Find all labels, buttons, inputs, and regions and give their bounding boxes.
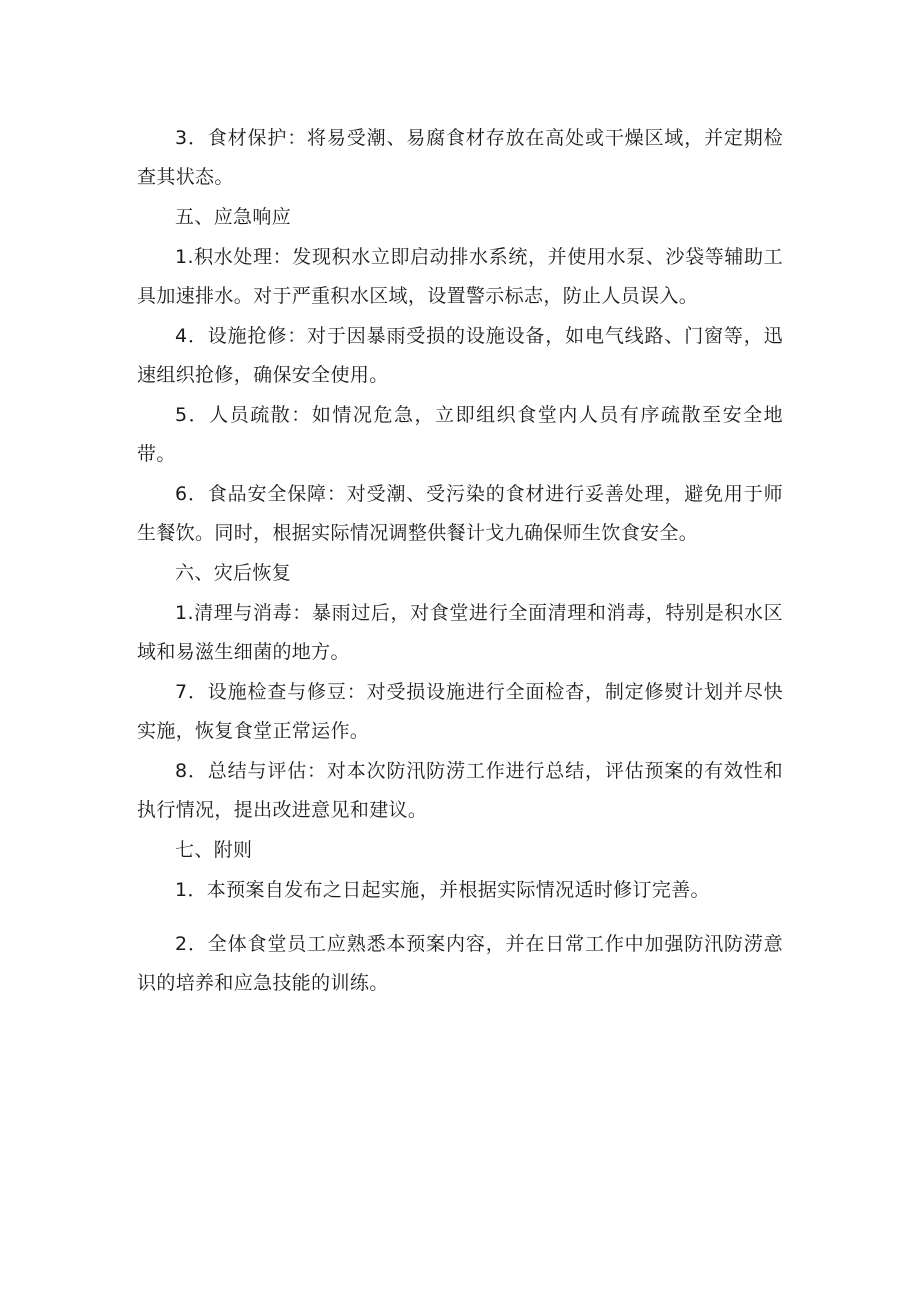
- paragraph-inspection: 7．设施检查与修豆：对受损设施进行全面检杳，制定修熨计划并尽快实施，恢复食堂正常运作。: [137, 681, 783, 742]
- paragraph-water-handling: 1.积水处理：发现积水立即启动排水系统，并使用水泵、沙袋等辅助工具加速排水。对于严重积水区域，设置警示标志，防止人员误入。: [137, 246, 783, 307]
- paragraph-food-safety: 6．食品安全保障：对受潮、受污染的食材进行妥善处理，避免用于师生餐饮。同时，根据实际情况调整供餐计戈九确保师生饮食安全。: [137, 483, 783, 544]
- paragraph-spacer: [137, 911, 783, 925]
- paragraph-food-protection: 3．食材保护：将易受潮、易腐食材存放在高处或干燥区域，并定期检查其状态。: [137, 127, 783, 188]
- paragraph-effective-date: 1．本预案自发布之日起实施，并根据实际情况适时修订完善。: [175, 879, 710, 901]
- paragraph-staff-training: 2．全体食堂员工应熟悉本预案内容，并在日常工作中加强防汛防涝意识的培养和应急技能的训练。: [137, 933, 783, 994]
- paragraph-summary: 8．总结与评估：对本次防汛防涝工作进行总结，评估预案的有效性和执行情况，提出改进意见和建议。: [137, 760, 783, 821]
- paragraph-evacuation: 5．人员疏散：如情况危急，立即组织食堂内人员有序疏散至安全地带。: [137, 404, 783, 465]
- section-heading-recovery: 六、灾后恢复: [175, 562, 292, 584]
- paragraph-cleaning: 1.清理与消毒：暴雨过后，对食堂进行全面清理和消毒，特别是积水区域和易滋生细菌的地方。: [137, 602, 783, 663]
- document-body: [137, 119, 783, 1004]
- paragraph-facility-repair: 4．设施抢修：对于因暴雨受损的设施设备，如电气线路、门窗等，迅速组织抢修，确保安全使用。: [137, 325, 783, 386]
- section-heading-emergency-response: 五、应急响应: [175, 206, 292, 228]
- section-heading-supplementary: 七、附则: [175, 839, 253, 861]
